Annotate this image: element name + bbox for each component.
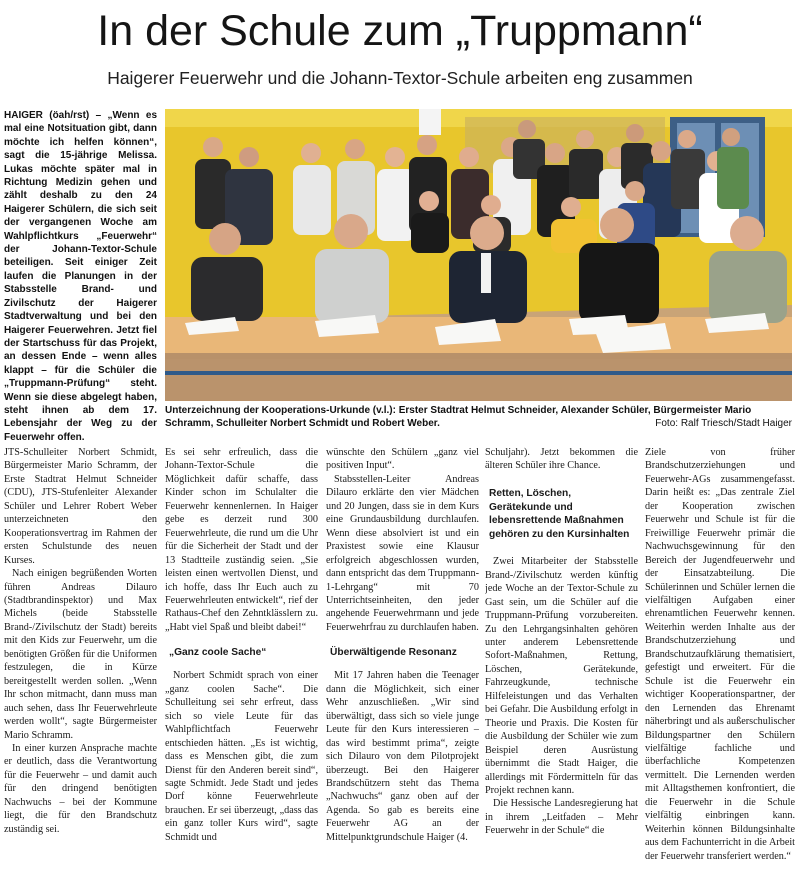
headline: In der Schule zum „Truppmann“ (97, 7, 703, 55)
paragraph: wünschte den Schülern „ganz viel positiven Input“. (326, 447, 479, 472)
paragraph: Schuljahr). Jetzt bekommen die älteren Schüler ihre Chance. (485, 447, 638, 472)
pull-quote: Retten, Löschen, Gerätekunde und lebensrettende Maßnahmen gehören zu den Kursinhalten (489, 487, 630, 540)
article-column-4 (485, 446, 638, 882)
article-column-5 (645, 446, 795, 882)
paragraph: Die Hessische Landesregierung hat in ihrem „Leitfaden – Mehr Feuerwehr in der Schule“ die (485, 798, 638, 837)
signing-ceremony-photo (165, 109, 792, 401)
article-column-3 (326, 446, 479, 882)
paragraph: In einer kurzen Ansprache machte er deutlich, dass die Verantwortung für die Feuerwehr – und damit auch für den dringend benötigten Nachwuchs – bei der Kommune liegt, die für den Brandschutz zuständig sei. (4, 742, 157, 835)
paragraph: Ziele von früher Brandschutzerziehungen und Feuerwehr-AGs zusammengefasst. Darin heißt es: „Das zentrale Ziel der Kooperation zwischen Feuerwehr und Schule ist für die Freiwillige Feuerwehr primär die Nachwuchsgewinnung für den Bereich der Jugendfeuerwehr und der Einsatzabteilung. Die Schülerinnen und Schüler lernen die vielfältigen Aufgaben einer ehrenamtlichen Feuerwehr kennen. Weiterhin werden Inhalte aus der Brandschutzerziehung und Brandschutzaufklärung thematisiert, gefestigt und erweitert. Für die Schule ist die Feuerwehr ein wichtiger Kooperationspartner, der den Lernenden das Ehrenamt näherbringt und als außerschulischer Bildungspartner den Schülern vielfältige fachliche und überfachliche Kompetenzen vermittelt. Die Lernenden werden mit Alltagsthemen konfrontiert, die die Feuerwehr in die Schule vielfältig einbringen kann. Weiterhin können Bildungsinhalte aus dem Fachunterricht in die Arbeit der Feuerwehr transferiert werden.“ (645, 447, 795, 862)
article-column-2 (165, 446, 318, 882)
caption-text: Unterzeichnung der Kooperations-Urkunde (v.l.): Erster Stadtrat Helmut Schneider, Alexander Schüler, Bürgermeister Mario Schramm, Schulleiter Norbert Schmidt und Robert Weber. (165, 405, 752, 430)
section-heading: Überwältigende Resonanz (330, 647, 457, 659)
paragraph: Norbert Schmidt sprach von einer „ganz coolen Sache“. Die Schulleitung sei sehr erfreut, dass sich so viele Leute für das Wahlpflichtfach Feuerwehr entschieden hätten. „Es ist wichtig, dass es Menschen gibt, die zum Dienst für den Anderen bereit sind“, sagte Schmidt. Jede Stadt und jedes Dorf könne Feuerwehrleute brauchen. Er sei überzeugt, „dass das ein ganz toller Kurs wird“, sagte Schmidt und (165, 670, 318, 843)
photo-credit: Foto: Ralf Triesch/Stadt Haiger (655, 418, 792, 430)
paragraph: Es sei sehr erfreulich, dass die Johann-Textor-Schule die Möglichkeit dafür schaffe, dass Kinder schon im Schulalter die Feuerwehr kennenlernen. In Haiger gebe es derzeit rund 300 Feuerwehrleute, die rund um die Uhr für die Sicherheit der Stadt und der 13 Stadtteile zuständig seien. „Sie leisten einen wertvollen Dienst, und ich hoffe, dass Ihr Euch auch zu Feuerwehrleuten entwickelt“, rief der Rathaus-Chef den Zehntklässlern zu. „Habt viel Spaß und bleibt dabei!“ (165, 447, 318, 633)
paragraph: Nach einigen begrüßenden Worten führen Andreas Dilauro (Stadtbrandinspektor) und Max Michels (beide Stabsstelle Brand-/Zivilschutz der Stadt) bereits mit den Kids zur Feuerwehr, um die benötigten Größen für die Uniformen festzulegen, die in Kürze bereitgestellt werden sollen. „Wenn Ihr schon mitmacht, dann muss man auch sehen, dass Ihr Feuerwehrleute werden wollt“, sagte Bürgermeister Mario Schramm. (4, 568, 157, 741)
paragraph: Stabsstellen-Leiter Andreas Dilauro erklärte den vier Mädchen und 20 Jungen, dass sie in dem Kurs eine Grundausbildung durchlaufen. Wenn diese absolviert ist und ein Praxistest sowie eine Klausur erfolgreich abgeschlossen wurden, dann entspricht das dem Truppmann-1-Lehrgang“ mit 70 Unterrichtseinheiten, den jeder angehende Feuerwehrmann und jede Feuerwehrfrau zu durchlaufen haben. (326, 473, 479, 633)
subheadline: Haigerer Feuerwehr und die Johann-Textor-Schule arbeiten eng zusammen (107, 68, 693, 88)
paragraph: JTS-Schulleiter Norbert Schmidt, Bürgermeister Mario Schramm, der Erste Stadtrat Helmut Schneider (CDU), JTS-Stufenleiter Alexander Schüler und Lehrer Robert Weber unterzeichneten den Kooperationsvertrag im Rahmen der ersten Schulstunde des neuen Kurses. (4, 447, 157, 566)
article-photo (165, 109, 792, 401)
lead-text: „Wenn es mal eine Notsituation gibt, dann möchte ich helfen können“, sagt die 15-jährige Melissa. Lukas möchte später mal in Richtung Medizin gehen und zählt deshalb zu den 24 Haigerer Schülern, die sich seit der vergangenen Woche am Wahlpflichtkurs „Feuerwehr“ der Johann-Textor-Schule beteiligen. Seit einiger Zeit laufen die Planungen in der Stabsstelle Brand- und Zivilschutz der Haigerer Stadtverwaltung und bei den Haigerer Feuerwehren. Jetzt fiel der Startschuss für das Projekt, an dessen Ende – wenn alles klappt – für die Schüler die „Truppmann-Prüfung“ steht. Wenn sie diese abgelegt haben, steht ihnen ab dem 17. Lebensjahr der Weg zu der Feuerwehr offen. (4, 110, 158, 443)
article-column-1 (4, 446, 157, 882)
dateline: HAIGER (öah/rst) – (4, 110, 102, 121)
paragraph: Zwei Mitarbeiter der Stabsstelle Brand-/Zivilschutz werden künftig jede Woche an der Textor-Schule zu Gast sein, um die Schüler auf die Truppmann-Prüfung vorzubereiten. Zu den Lehrgangsinhalten gehören unter anderem Lebensrettende Sofort-Maßnahmen, Rettung, Löschen, Gerätekunde, Fahrzeugkunde, technische Hilfeleistungen und das Verhalten bei Gefahr. Die Ausbildung erfolgt in Theorie und Praxis. Die Kosten für die Ausbildung der Schüler wie zum Beispiel deren Ausrüstung übernimmt die Stadt Haiger, die allerdings mit Fördermitteln für das Projekt rechnen kann. (485, 556, 638, 796)
lead-paragraph (4, 109, 157, 444)
paragraph: Mit 17 Jahren haben die Teenager dann die Möglichkeit, sich einer Wehr anzuschließen. „Wir sind überwältigt, dass sich so viele junge Leute für den Kurs interessieren – das wird bestimmt prima“, zeigte sich Dilauro von dem Pilotprojekt überzeugt. Bei den Haigerer Brandschützern steht das Thema „Nachwuchs“ ganz oben auf der Agenda. So gab es bereits eine Feuerwehr AG an der Mittelpunktgrundschule Haiger (4. (326, 670, 479, 843)
photo-caption (165, 404, 792, 430)
section-heading: „Ganz coole Sache“ (169, 647, 267, 659)
